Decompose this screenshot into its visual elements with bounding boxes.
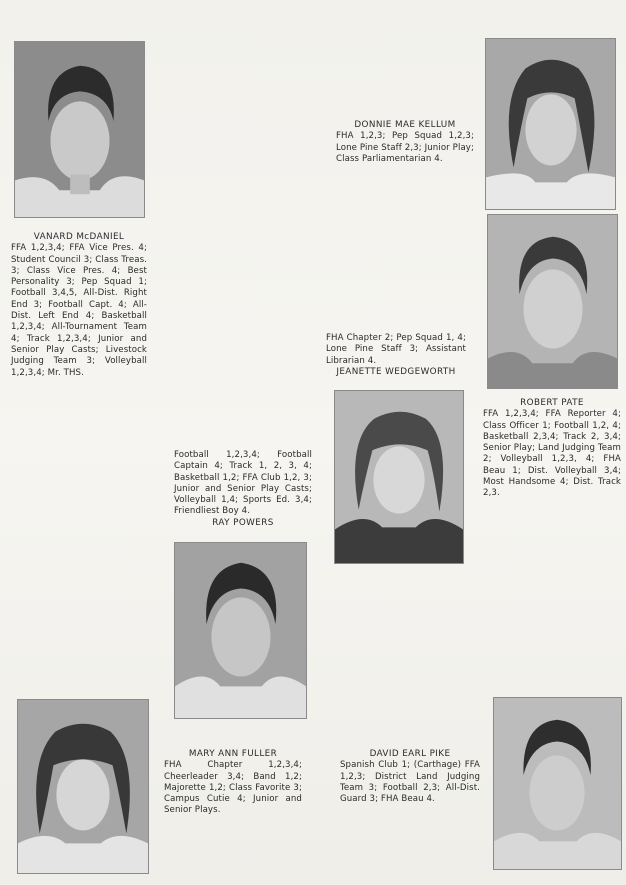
student-name: ROBERT PATE	[520, 398, 584, 408]
student-name: DONNIE MAE KELLUM	[354, 120, 456, 130]
caption-jeanette-wedgeworth	[326, 333, 466, 378]
student-activities: Spanish Club 1; (Carthage) FFA 1,2,3; District Land Judging Team 3; Football 2,3; All-Dist. Guard 3; FHA Beau 4.	[340, 760, 480, 805]
caption-ray-powers	[174, 450, 312, 529]
student-name: JEANETTE WEDGEWORTH	[336, 366, 456, 377]
caption-vanard-mcdaniel	[11, 232, 147, 379]
student-activities: FHA Chapter 1,2,3,4; Cheerleader 3,4; Band 1,2; Majorette 1,2; Class Favorite 3; Campus Cutie 4; Junior and Senior Plays.	[164, 760, 302, 816]
student-name: RAY POWERS	[212, 517, 274, 528]
student-activities: Football 1,2,3,4; Football Captain 4; Track 1, 2, 3, 4; Basketball 1,2; FFA Club 1,2, 3; Junior and Senior Play Casts; Volleyball 1,4; Sports Ed. 3,4; Friendliest Boy 4.	[174, 450, 312, 517]
portrait-david-earl-pike	[493, 697, 622, 870]
portrait-robert-pate	[487, 214, 618, 389]
student-name: DAVID EARL PIKE	[369, 749, 451, 759]
student-name: MARY ANN FULLER	[188, 749, 278, 759]
portrait-ray-powers	[174, 542, 307, 719]
student-activities: FFA 1,2,3,4; FFA Reporter 4; Class Officer 1; Football 1,2, 4; Basketball 2,3,4; Track 2, 3,4; Senior Play; Land Judging Team 2; Volleyball 1,2,3, 4; FHA Beau 1; Dist. Volleyball 3,4; Most Handsome 4; Dist. Track 2,3.	[483, 409, 621, 499]
caption-mary-ann-fuller	[164, 749, 302, 817]
portrait-vanard-mcdaniel	[14, 41, 145, 218]
portrait-jeanette-wedgeworth	[334, 390, 464, 564]
caption-robert-pate	[483, 398, 621, 500]
portrait-mary-ann-fuller	[17, 699, 149, 874]
caption-david-earl-pike	[340, 749, 480, 805]
caption-donnie-mae-kellum	[336, 120, 474, 165]
student-name: VANARD McDANIEL	[33, 232, 125, 242]
student-activities: FHA 1,2,3; Pep Squad 1,2,3; Lone Pine Staff 2,3; Junior Play; Class Parliamentarian 4.	[336, 131, 474, 164]
student-activities: FHA Chapter 2; Pep Squad 1, 4; Lone Pine Staff 3; Assistant Librarian 4.	[326, 333, 466, 366]
portrait-donnie-mae-kellum	[485, 38, 616, 210]
student-activities: FFA 1,2,3,4; FFA Vice Pres. 4; Student Council 3; Class Treas. 3; Class Vice Pres. 4; Best Personality 3; Pep Squad 1; Football 3,4,5, All-Dist. Right End 3; Football Capt. 4; All-Dist. Left End 4; Basketball 1,2,3,4; All-Tournament Team 4; Track 1,2,3,4; Junior and Senior Play Casts; Livestock Judging Team 3; Volleyball 1,2,3,4; Mr. THS.	[11, 243, 147, 378]
